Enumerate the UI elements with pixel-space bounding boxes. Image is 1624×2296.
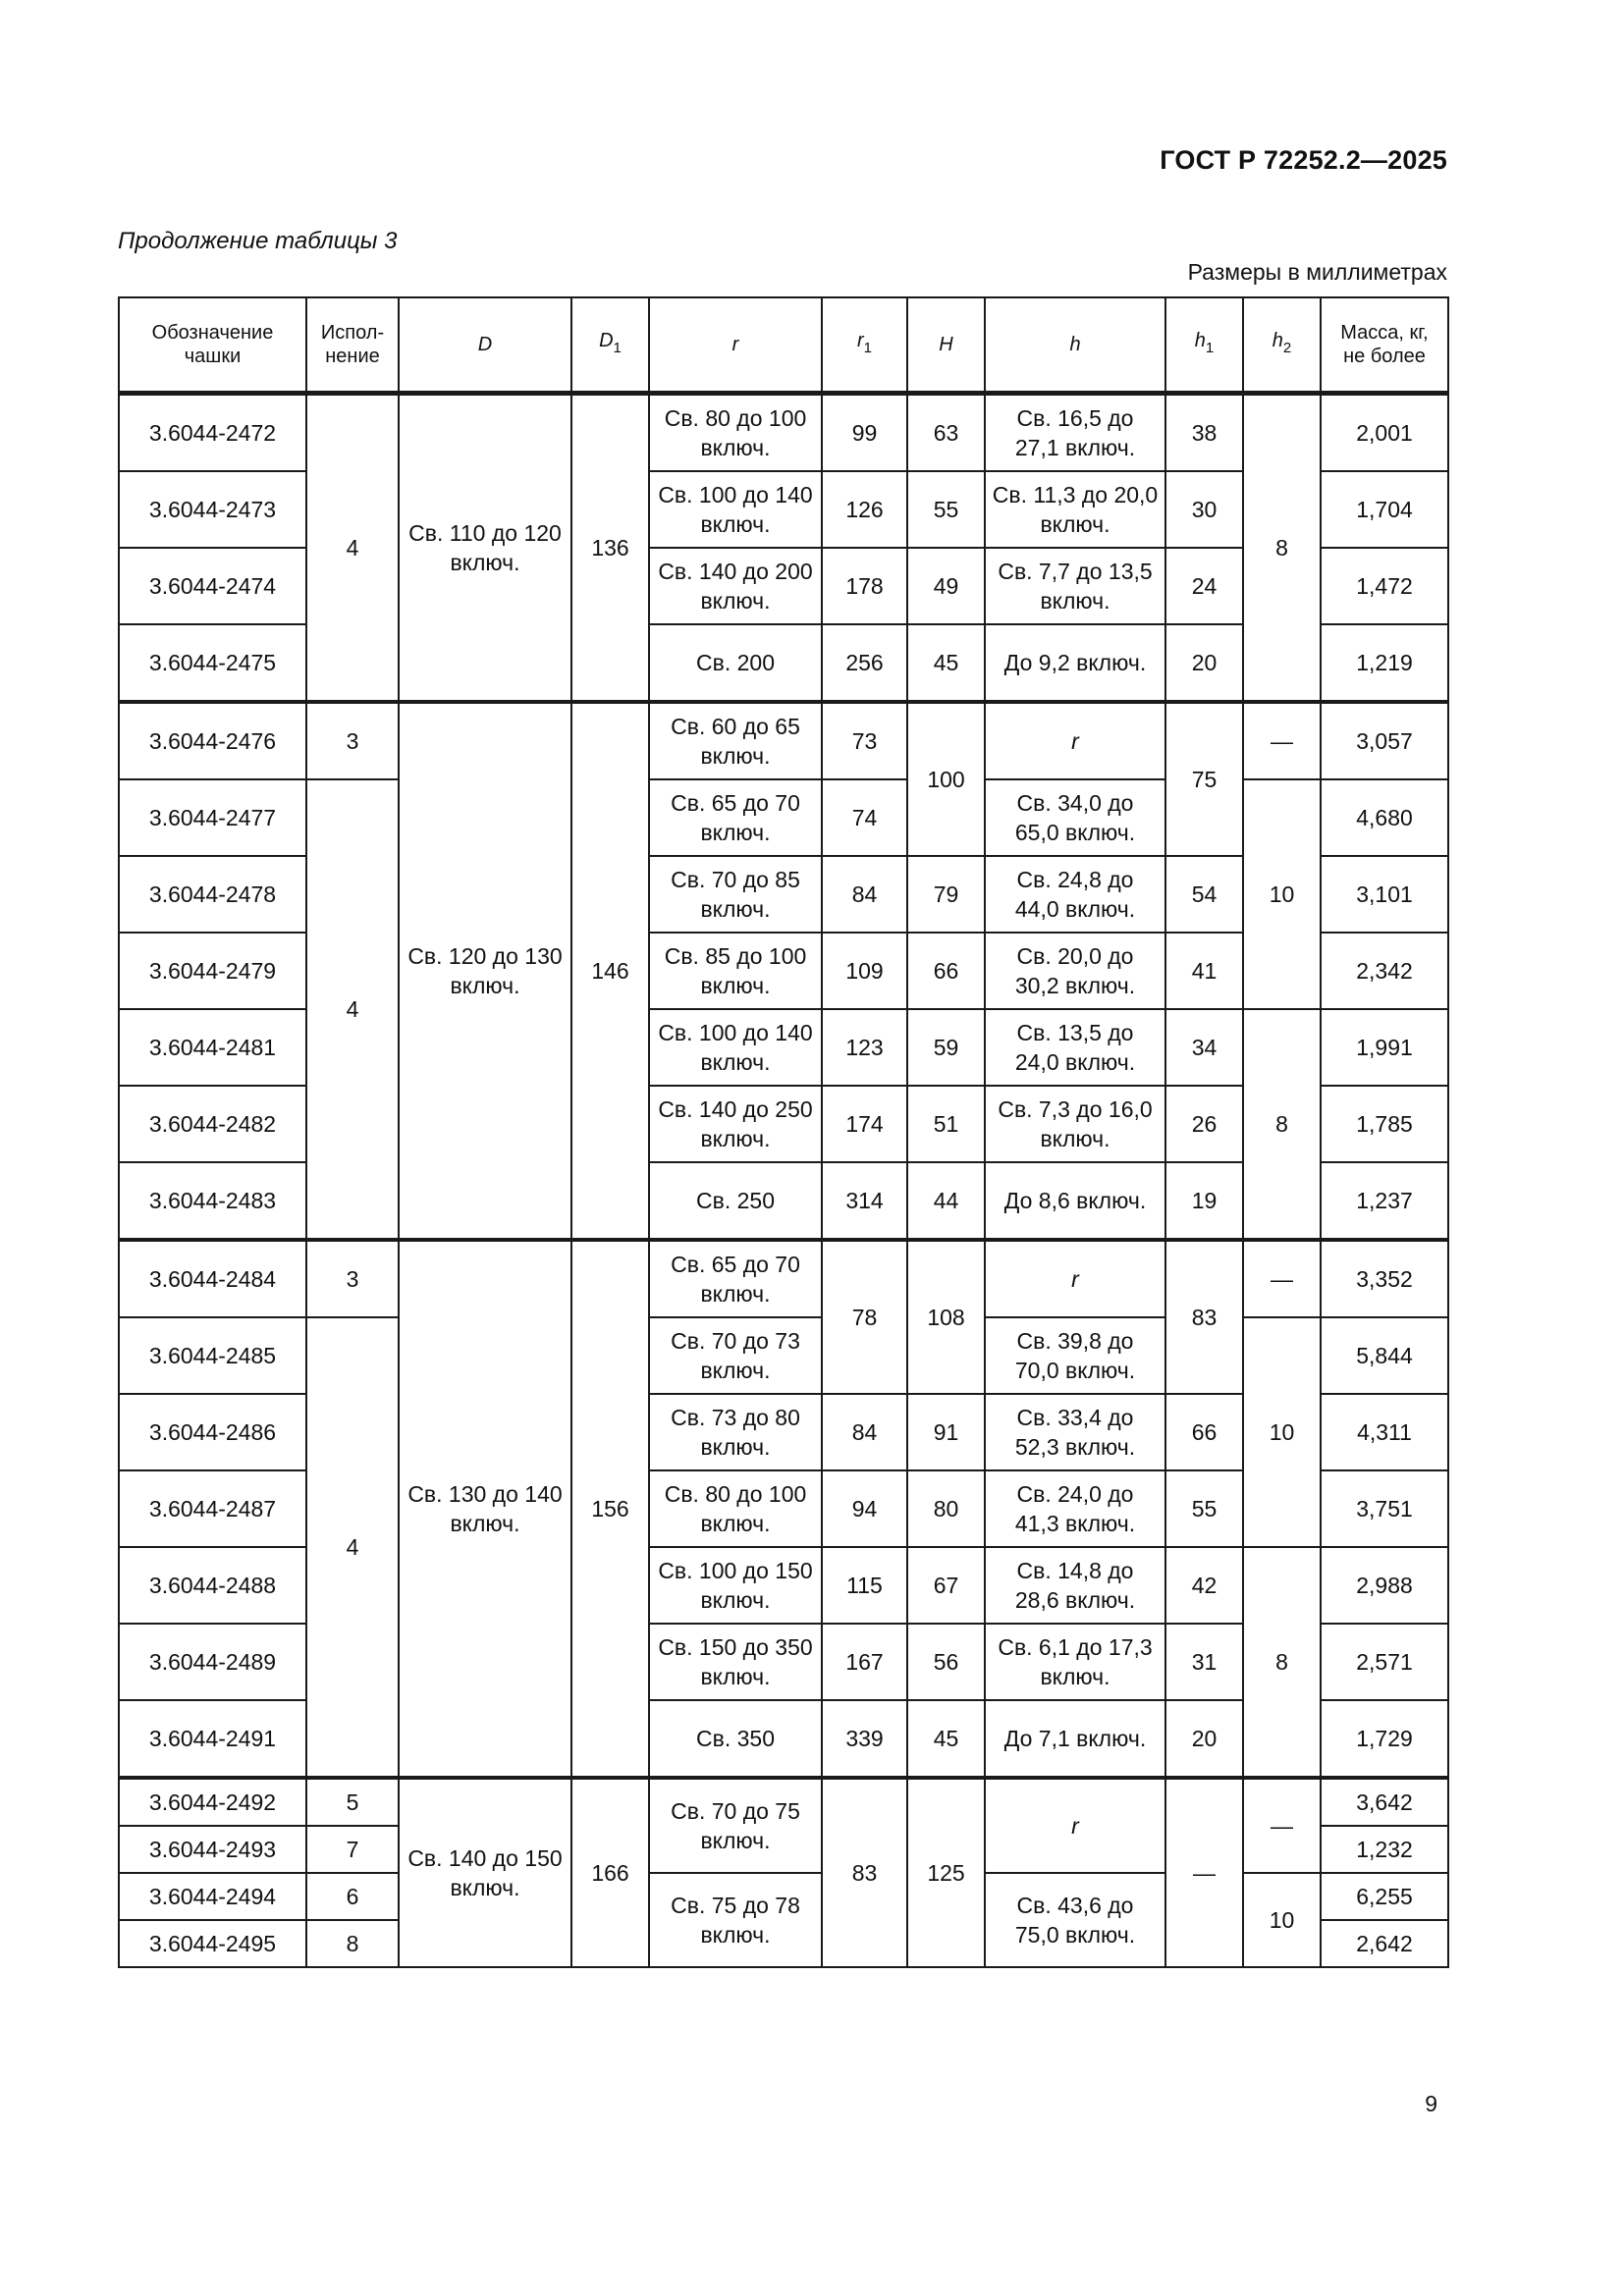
cell-h2: 10 bbox=[1243, 1317, 1321, 1547]
header-designation: Обозначение чашки bbox=[119, 297, 306, 394]
cell-h1: 41 bbox=[1165, 933, 1243, 1009]
cell-h1: 38 bbox=[1165, 394, 1243, 472]
table-row bbox=[119, 1873, 1448, 1920]
cell-r1: 126 bbox=[822, 471, 907, 548]
cell-variant: 6 bbox=[306, 1873, 399, 1920]
cell-H: 125 bbox=[907, 1778, 985, 1967]
cell-h1: 83 bbox=[1165, 1240, 1243, 1394]
cell-mass: 4,680 bbox=[1321, 779, 1448, 856]
cell-H: 49 bbox=[907, 548, 985, 624]
cell-h1: 20 bbox=[1165, 1700, 1243, 1778]
cell-h1: 66 bbox=[1165, 1394, 1243, 1470]
cell-h: Св. 7,3 до 16,0 включ. bbox=[985, 1086, 1165, 1162]
cell-r: Св. 100 до 140 включ. bbox=[649, 471, 822, 548]
cell-r1: 74 bbox=[822, 779, 907, 856]
cell-D1: 156 bbox=[571, 1240, 649, 1778]
cell-mass: 1,232 bbox=[1321, 1826, 1448, 1873]
cell-D: Св. 120 до 130 включ. bbox=[399, 702, 571, 1240]
cell-r: Св. 65 до 70 включ. bbox=[649, 1240, 822, 1317]
table-row bbox=[119, 394, 1448, 472]
cell-h: До 9,2 включ. bbox=[985, 624, 1165, 702]
cell-r: Св. 73 до 80 включ. bbox=[649, 1394, 822, 1470]
header-H: H bbox=[907, 297, 985, 394]
cell-r1: 123 bbox=[822, 1009, 907, 1086]
table-row bbox=[119, 1317, 1448, 1394]
table-row bbox=[119, 779, 1448, 856]
cell-r1: 78 bbox=[822, 1240, 907, 1394]
cell-h: Св. 39,8 до 70,0 включ. bbox=[985, 1317, 1165, 1394]
cell-h: Св. 14,8 до 28,6 включ. bbox=[985, 1547, 1165, 1624]
cell-mass: 2,001 bbox=[1321, 394, 1448, 472]
cell-r: Св. 60 до 65 включ. bbox=[649, 702, 822, 779]
cell-designation: 3.6044-2486 bbox=[119, 1394, 306, 1470]
cell-r: Св. 75 до 78 включ. bbox=[649, 1873, 822, 1967]
cell-r: Св. 70 до 75 включ. bbox=[649, 1778, 822, 1873]
cell-h1: 24 bbox=[1165, 548, 1243, 624]
cell-H: 45 bbox=[907, 624, 985, 702]
cell-mass: 1,219 bbox=[1321, 624, 1448, 702]
cell-h: Св. 20,0 до 30,2 включ. bbox=[985, 933, 1165, 1009]
cell-variant: 3 bbox=[306, 1240, 399, 1317]
cell-mass: 1,729 bbox=[1321, 1700, 1448, 1778]
cell-designation: 3.6044-2482 bbox=[119, 1086, 306, 1162]
cell-designation: 3.6044-2475 bbox=[119, 624, 306, 702]
cell-H: 67 bbox=[907, 1547, 985, 1624]
cell-h1: 34 bbox=[1165, 1009, 1243, 1086]
cell-designation: 3.6044-2489 bbox=[119, 1624, 306, 1700]
cell-D: Св. 130 до 140 включ. bbox=[399, 1240, 571, 1778]
cell-H: 51 bbox=[907, 1086, 985, 1162]
cell-h2: 10 bbox=[1243, 779, 1321, 1009]
cell-H: 59 bbox=[907, 1009, 985, 1086]
cell-h2: 8 bbox=[1243, 1547, 1321, 1778]
cell-h2: — bbox=[1243, 1778, 1321, 1873]
header-mass: Масса, кг, не более bbox=[1321, 297, 1448, 394]
cell-r1: 84 bbox=[822, 856, 907, 933]
header-h1-symbol: h bbox=[1194, 330, 1206, 351]
cell-h1: 55 bbox=[1165, 1470, 1243, 1547]
cell-r: Св. 200 bbox=[649, 624, 822, 702]
cell-variant: 5 bbox=[306, 1778, 399, 1826]
cell-designation: 3.6044-2477 bbox=[119, 779, 306, 856]
cell-designation: 3.6044-2493 bbox=[119, 1826, 306, 1873]
cell-r1: 99 bbox=[822, 394, 907, 472]
cell-designation: 3.6044-2494 bbox=[119, 1873, 306, 1920]
cell-r: Св. 150 до 350 включ. bbox=[649, 1624, 822, 1700]
table-caption: Продолжение таблицы 3 bbox=[118, 228, 398, 254]
cell-mass: 2,988 bbox=[1321, 1547, 1448, 1624]
cell-h2: 8 bbox=[1243, 394, 1321, 703]
cell-H: 56 bbox=[907, 1624, 985, 1700]
cell-mass: 2,342 bbox=[1321, 933, 1448, 1009]
header-D1-subscript: 1 bbox=[613, 340, 622, 356]
cell-r: Св. 100 до 150 включ. bbox=[649, 1547, 822, 1624]
cell-designation: 3.6044-2491 bbox=[119, 1700, 306, 1778]
cell-h1: 19 bbox=[1165, 1162, 1243, 1240]
cell-r: Св. 80 до 100 включ. bbox=[649, 394, 822, 472]
header-h1-subscript: 1 bbox=[1205, 340, 1215, 356]
cell-h: Св. 6,1 до 17,3 включ. bbox=[985, 1624, 1165, 1700]
cell-r1: 94 bbox=[822, 1470, 907, 1547]
cell-H: 55 bbox=[907, 471, 985, 548]
cell-variant: 4 bbox=[306, 1317, 399, 1778]
cell-variant: 8 bbox=[306, 1920, 399, 1967]
cell-h: До 8,6 включ. bbox=[985, 1162, 1165, 1240]
cell-r: Св. 350 bbox=[649, 1700, 822, 1778]
cell-r1: 84 bbox=[822, 1394, 907, 1470]
cell-r1: 109 bbox=[822, 933, 907, 1009]
cell-r1: 256 bbox=[822, 624, 907, 702]
cell-designation: 3.6044-2472 bbox=[119, 394, 306, 472]
header-D: D bbox=[399, 297, 571, 394]
cell-D1: 146 bbox=[571, 702, 649, 1240]
table-header-row bbox=[119, 297, 1448, 394]
cell-h1: 42 bbox=[1165, 1547, 1243, 1624]
cell-r: Св. 70 до 73 включ. bbox=[649, 1317, 822, 1394]
cell-mass: 6,255 bbox=[1321, 1873, 1448, 1920]
cell-h: Св. 34,0 до 65,0 включ. bbox=[985, 779, 1165, 856]
cell-h1: 31 bbox=[1165, 1624, 1243, 1700]
cell-H: 45 bbox=[907, 1700, 985, 1778]
cell-h: Св. 7,7 до 13,5 включ. bbox=[985, 548, 1165, 624]
header-r: r bbox=[649, 297, 822, 394]
cell-r: Св. 100 до 140 включ. bbox=[649, 1009, 822, 1086]
cell-H: 63 bbox=[907, 394, 985, 472]
cell-variant: 4 bbox=[306, 394, 399, 703]
header-h2 bbox=[1243, 297, 1321, 394]
header-D1 bbox=[571, 297, 649, 394]
cell-H: 108 bbox=[907, 1240, 985, 1394]
cell-variant: 4 bbox=[306, 779, 399, 1240]
cell-h2: — bbox=[1243, 1240, 1321, 1317]
header-h: h bbox=[985, 297, 1165, 394]
cell-h: Св. 24,8 до 44,0 включ. bbox=[985, 856, 1165, 933]
header-h2-subscript: 2 bbox=[1282, 340, 1292, 356]
header-r1-symbol: r bbox=[856, 330, 864, 351]
cell-r1: 339 bbox=[822, 1700, 907, 1778]
cell-variant: 3 bbox=[306, 702, 399, 779]
cell-r: Св. 85 до 100 включ. bbox=[649, 933, 822, 1009]
cell-mass: 1,472 bbox=[1321, 548, 1448, 624]
dimensions-table bbox=[118, 296, 1449, 1968]
cell-r: Св. 80 до 100 включ. bbox=[649, 1470, 822, 1547]
cell-mass: 3,057 bbox=[1321, 702, 1448, 779]
cell-h2: 10 bbox=[1243, 1873, 1321, 1967]
cell-h: r bbox=[985, 1778, 1165, 1873]
cell-h: Св. 33,4 до 52,3 включ. bbox=[985, 1394, 1165, 1470]
header-variant: Испол-нение bbox=[306, 297, 399, 394]
cell-h2: — bbox=[1243, 702, 1321, 779]
cell-mass: 1,785 bbox=[1321, 1086, 1448, 1162]
page-number: 9 bbox=[1425, 2091, 1437, 2116]
cell-designation: 3.6044-2485 bbox=[119, 1317, 306, 1394]
cell-H: 66 bbox=[907, 933, 985, 1009]
cell-mass: 5,844 bbox=[1321, 1317, 1448, 1394]
cell-h: Св. 16,5 до 27,1 включ. bbox=[985, 394, 1165, 472]
cell-r1: 178 bbox=[822, 548, 907, 624]
cell-h: Св. 24,0 до 41,3 включ. bbox=[985, 1470, 1165, 1547]
cell-H: 80 bbox=[907, 1470, 985, 1547]
cell-r1: 167 bbox=[822, 1624, 907, 1700]
cell-r1: 115 bbox=[822, 1547, 907, 1624]
cell-designation: 3.6044-2474 bbox=[119, 548, 306, 624]
cell-r1: 83 bbox=[822, 1778, 907, 1967]
cell-designation: 3.6044-2488 bbox=[119, 1547, 306, 1624]
cell-mass: 3,352 bbox=[1321, 1240, 1448, 1317]
cell-r1: 73 bbox=[822, 702, 907, 779]
cell-D1: 136 bbox=[571, 394, 649, 703]
header-r1 bbox=[822, 297, 907, 394]
table-row bbox=[119, 1240, 1448, 1317]
cell-r: Св. 70 до 85 включ. bbox=[649, 856, 822, 933]
cell-designation: 3.6044-2484 bbox=[119, 1240, 306, 1317]
cell-mass: 4,311 bbox=[1321, 1394, 1448, 1470]
cell-designation: 3.6044-2476 bbox=[119, 702, 306, 779]
cell-D: Св. 110 до 120 включ. bbox=[399, 394, 571, 703]
cell-designation: 3.6044-2479 bbox=[119, 933, 306, 1009]
cell-mass: 3,101 bbox=[1321, 856, 1448, 933]
cell-h: Св. 11,3 до 20,0 включ. bbox=[985, 471, 1165, 548]
cell-r: Св. 140 до 250 включ. bbox=[649, 1086, 822, 1162]
cell-designation: 3.6044-2478 bbox=[119, 856, 306, 933]
cell-r1: 314 bbox=[822, 1162, 907, 1240]
header-r1-subscript: 1 bbox=[863, 340, 872, 356]
cell-designation: 3.6044-2487 bbox=[119, 1470, 306, 1547]
cell-h: Св. 43,6 до 75,0 включ. bbox=[985, 1873, 1165, 1967]
cell-designation: 3.6044-2483 bbox=[119, 1162, 306, 1240]
cell-h1: 54 bbox=[1165, 856, 1243, 933]
cell-mass: 2,571 bbox=[1321, 1624, 1448, 1700]
cell-r: Св. 250 bbox=[649, 1162, 822, 1240]
cell-mass: 2,642 bbox=[1321, 1920, 1448, 1967]
header-h2-symbol: h bbox=[1272, 330, 1283, 351]
cell-h1: 75 bbox=[1165, 702, 1243, 856]
cell-r: Св. 140 до 200 включ. bbox=[649, 548, 822, 624]
cell-mass: 1,991 bbox=[1321, 1009, 1448, 1086]
cell-D1: 166 bbox=[571, 1778, 649, 1967]
cell-D: Св. 140 до 150 включ. bbox=[399, 1778, 571, 1967]
header-h1 bbox=[1165, 297, 1243, 394]
cell-H: 44 bbox=[907, 1162, 985, 1240]
cell-H: 100 bbox=[907, 702, 985, 856]
cell-H: 79 bbox=[907, 856, 985, 933]
cell-designation: 3.6044-2495 bbox=[119, 1920, 306, 1967]
cell-designation: 3.6044-2473 bbox=[119, 471, 306, 548]
cell-h1: 30 bbox=[1165, 471, 1243, 548]
cell-h: До 7,1 включ. bbox=[985, 1700, 1165, 1778]
cell-h: r bbox=[985, 702, 1165, 779]
cell-r1: 174 bbox=[822, 1086, 907, 1162]
units-note: Размеры в миллиметрах bbox=[1187, 259, 1447, 285]
table-row bbox=[119, 1778, 1448, 1826]
cell-h: r bbox=[985, 1240, 1165, 1317]
table-row bbox=[119, 702, 1448, 779]
header-D1-symbol: D bbox=[599, 330, 614, 351]
cell-mass: 3,642 bbox=[1321, 1778, 1448, 1826]
cell-h: Св. 13,5 до 24,0 включ. bbox=[985, 1009, 1165, 1086]
cell-designation: 3.6044-2481 bbox=[119, 1009, 306, 1086]
cell-r: Св. 65 до 70 включ. bbox=[649, 779, 822, 856]
cell-h1: 26 bbox=[1165, 1086, 1243, 1162]
document-code: ГОСТ Р 72252.2—2025 bbox=[1160, 145, 1447, 175]
cell-h2: 8 bbox=[1243, 1009, 1321, 1240]
cell-H: 91 bbox=[907, 1394, 985, 1470]
cell-h1: 20 bbox=[1165, 624, 1243, 702]
cell-designation: 3.6044-2492 bbox=[119, 1778, 306, 1826]
cell-mass: 1,237 bbox=[1321, 1162, 1448, 1240]
cell-variant: 7 bbox=[306, 1826, 399, 1873]
cell-mass: 1,704 bbox=[1321, 471, 1448, 548]
cell-mass: 3,751 bbox=[1321, 1470, 1448, 1547]
cell-h1: — bbox=[1165, 1778, 1243, 1967]
